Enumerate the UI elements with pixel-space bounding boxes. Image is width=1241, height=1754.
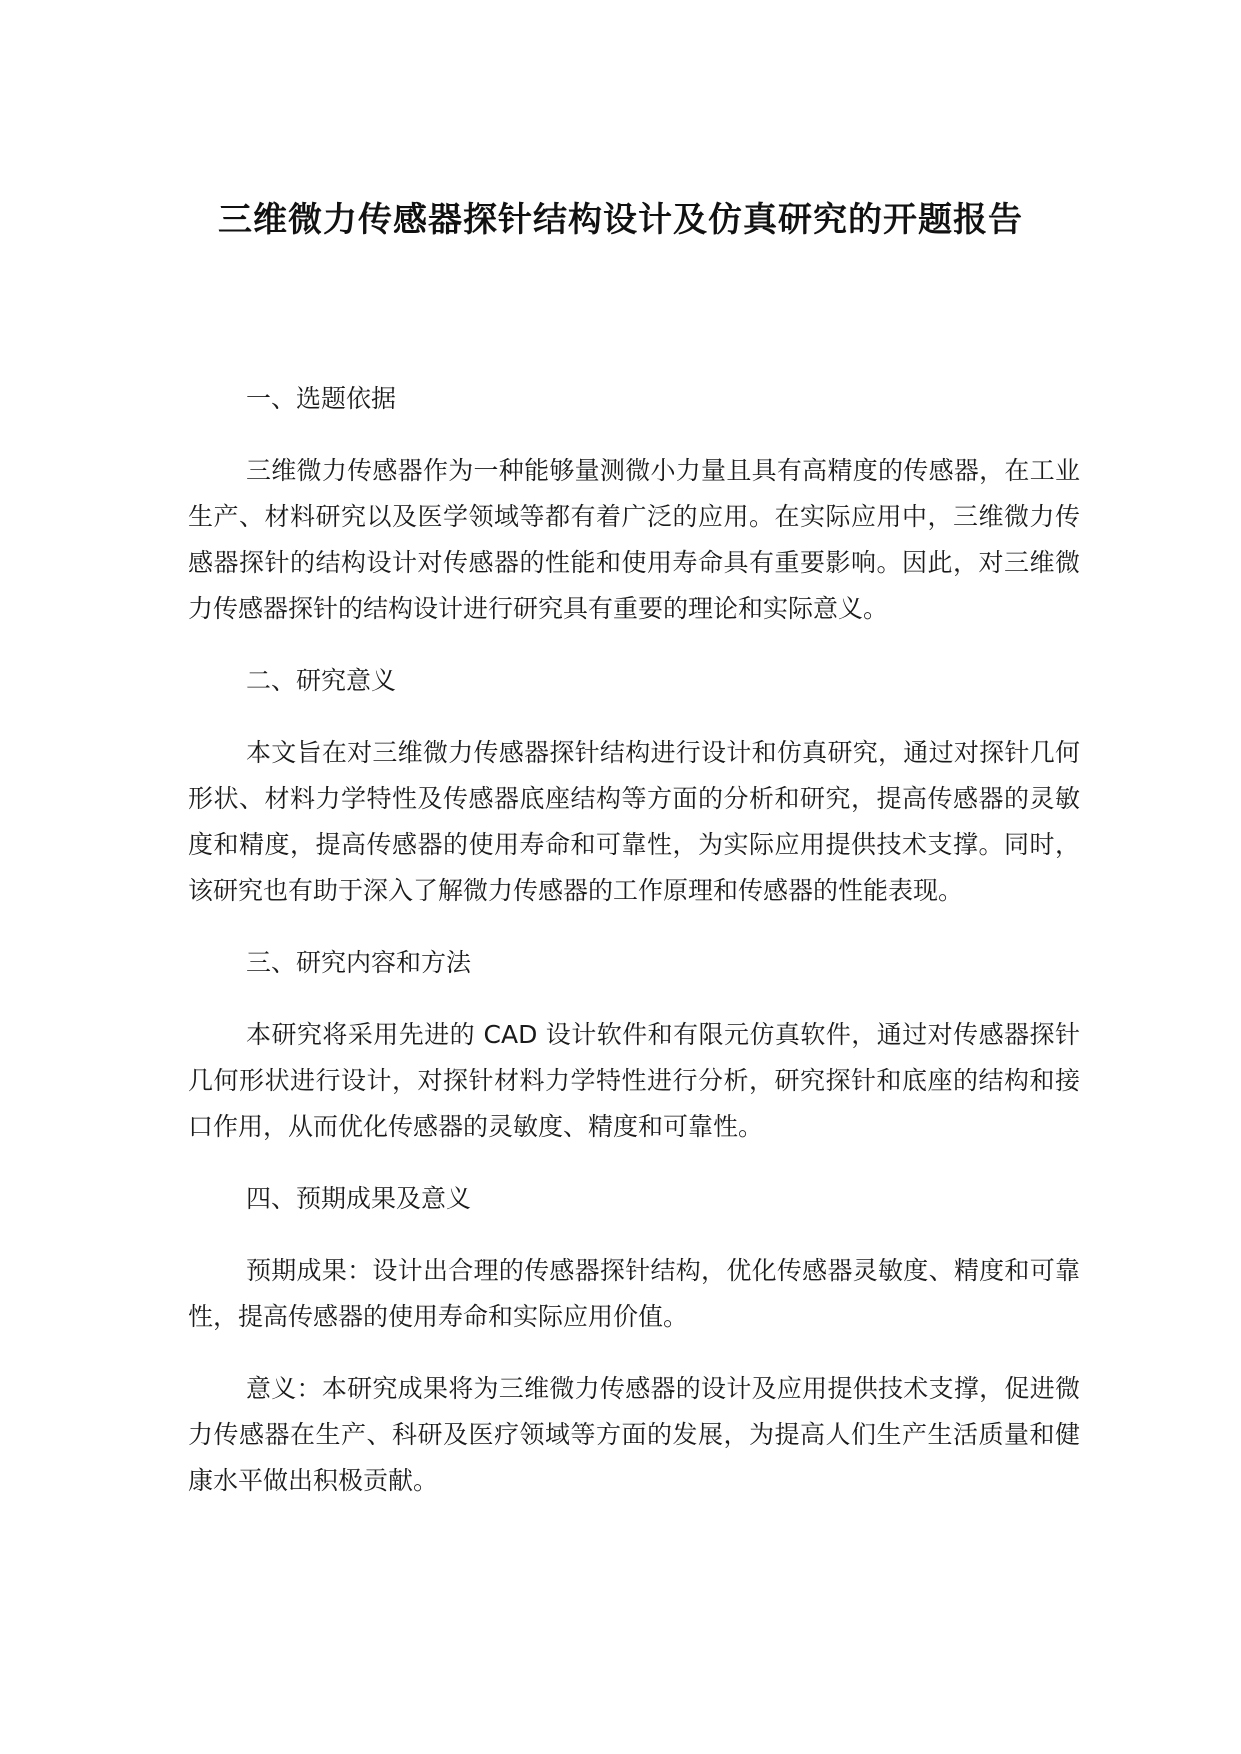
section-content-methods <box>188 940 1080 1150</box>
section-heading: 二、研究意义 <box>246 666 397 695</box>
document-body <box>188 376 1080 1530</box>
section-paragraph: 三维微力传感器作为一种能够量测微小力量且具有高精度的传感器，在工业生产、材料研究以及医学领域等都有着广泛的应用。在实际应用中，三维微力传感器探针的结构设计对传感器的性能和使用寿命具有重要影响。因此，对三维微力传感器探针的结构设计进行研究具有重要的理论和实际意义。 <box>188 456 1080 623</box>
section-paragraph: 本文旨在对三维微力传感器探针结构进行设计和仿真研究，通过对探针几何形状、材料力学特性及传感器底座结构等方面的分析和研究，提高传感器的灵敏度和精度，提高传感器的使用寿命和可靠性，为实际应用提供技术支撑。同时，该研究也有助于深入了解微力传感器的工作原理和传感器的性能表现。 <box>188 738 1080 905</box>
section-basis <box>188 376 1080 632</box>
section-heading: 四、预期成果及意义 <box>246 1184 472 1213</box>
section-paragraph: 意义：本研究成果将为三维微力传感器的设计及应用提供技术支撑，促进微力传感器在生产、科研及医疗领域等方面的发展，为提高人们生产生活质量和健康水平做出积极贡献。 <box>188 1374 1080 1495</box>
document-title: 三维微力传感器探针结构设计及仿真研究的开题报告 <box>218 200 1023 240</box>
section-paragraph: 本研究将采用先进的 CAD 设计软件和有限元仿真软件，通过对传感器探针几何形状进行设计，对探针材料力学特性进行分析，研究探针和底座的结构和接口作用，从而优化传感器的灵敏度、精度和可靠性。 <box>188 1020 1080 1141</box>
section-paragraph: 预期成果：设计出合理的传感器探针结构，优化传感器灵敏度、精度和可靠性，提高传感器的使用寿命和实际应用价值。 <box>188 1256 1080 1331</box>
section-significance <box>188 658 1080 914</box>
section-heading: 三、研究内容和方法 <box>246 948 472 977</box>
section-heading: 一、选题依据 <box>246 384 397 413</box>
section-expected-results <box>188 1176 1080 1504</box>
